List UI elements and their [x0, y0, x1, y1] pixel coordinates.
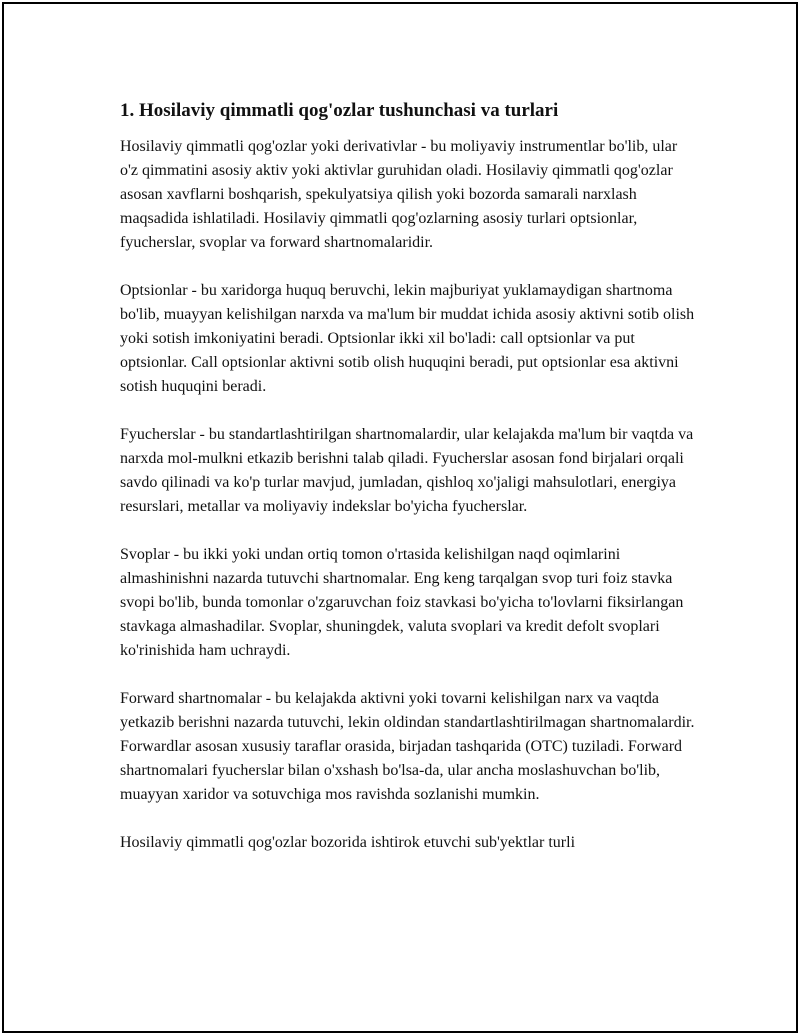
paragraph-swaps: Svoplar - bu ikki yoki undan ortiq tomon o'rtasida kelishilgan naqd oqimlarini almashinishni nazarda tutuvchi shartnomalar. Eng keng tarqalgan svop turi foiz stavka svopi bo'lib, bunda tomonlar o'zgaruvchan foiz stavkasi bo'yicha to'lovlarni fiksirlangan stavkaga almashadilar. Svoplar, shuningdek, valuta svoplari va kredit defolt svoplari ko'rinishida ham uchraydi.	[120, 546, 684, 659]
paragraph-participants: Hosilaviy qimmatli qog'ozlar bozorida ishtirok etuvchi sub'yektlar turli	[120, 834, 576, 851]
paragraph-options: Optsionlar - bu xaridorga huquq beruvchi, lekin majburiyat yuklamaydigan shartnoma bo'lib, muayyan kelishilgan narxda va ma'lum bir muddat ichida asosiy aktivni sotib olish yoki sotish imkoniyatini beradi. Optsionlar ikki xil bo'ladi: call optsionlar va put optsionlar. Call optsionlar aktivni sotib olish huquqini beradi, put optsionlar esa aktivni sotish huquqini beradi.	[120, 282, 695, 395]
document-body	[120, 97, 698, 879]
paragraph-derivatives-intro: Hosilaviy qimmatli qog'ozlar yoki derivativlar - bu moliyaviy instrumentlar bo'lib, ular o'z qimmatini asosiy aktiv yoki aktivlar guruhidan oladi. Hosilaviy qimmatli qog'ozlar asosan xavflarni boshqarish, spekulyatsiya qilish yoki bozorda samarali narxlash maqsadida ishlatiladi. Hosilaviy qimmatli qog'ozlarning asosiy turlari optsionlar, fyucherslar, svoplar va forward shartnomalaridir.	[120, 138, 678, 251]
paragraph-forwards: Forward shartnomalar - bu kelajakda aktivni yoki tovarni kelishilgan narx va vaqtda yetkazib berishni nazarda tutuvchi, lekin oldindan standartlashtirilmagan shartnomalardir. Forwardlar asosan xususiy taraflar orasida, birjadan tashqarida (OTC) tuziladi. Forward shartnomalari fyucherslar bilan o'xshash bo'lsa-da, ular ancha moslashuvchan bo'lib, muayyan xaridor va sotuvchiga mos ravishda sozlanishi mumkin.	[120, 690, 695, 803]
section-heading: 1. Hosilaviy qimmatli qog'ozlar tushunchasi va turlari	[120, 100, 559, 121]
document-page	[2, 2, 798, 1033]
paragraph-futures: Fyucherslar - bu standartlashtirilgan shartnomalardir, ular kelajakda ma'lum bir vaqtda va narxda mol-mulkni etkazib berishni talab qiladi. Fyucherslar asosan fond birjalari orqali savdo qilinadi va ko'p turlar mavjud, jumladan, qishloq xo'jaligi mahsulotlari, energiya resurslari, metallar va moliyaviy indekslar bo'yicha fyucherslar.	[120, 426, 694, 515]
